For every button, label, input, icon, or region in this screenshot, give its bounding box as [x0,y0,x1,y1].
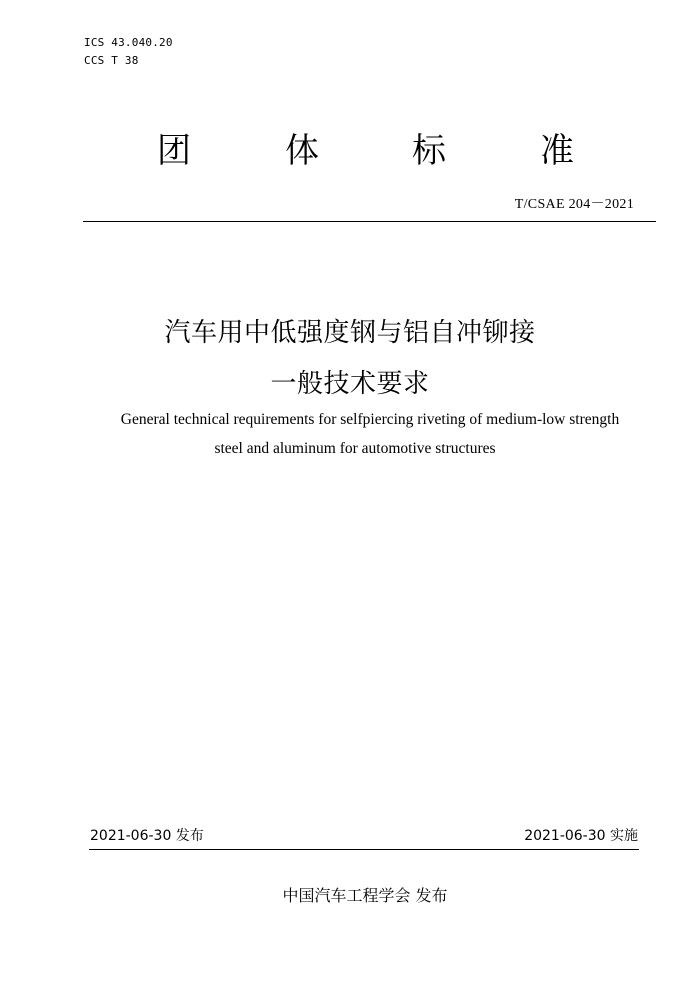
implementation-date: 2021-06-30 实施 [524,828,638,844]
issue-date: 2021-06-30 发布 [90,828,204,844]
standard-number: T/CSAE 204－2021 [514,197,634,212]
footer-divider [89,849,639,850]
header-divider [83,221,656,222]
english-title-line-2: steel and aluminum for automotive structures [214,440,496,457]
document-type-char: 团 [157,131,191,171]
publisher: 中国汽车工程学会 发布 [282,886,448,905]
document-type-title [0,126,700,176]
ics-code: ICS 43.040.20 [84,36,173,49]
chinese-title-line-1: 汽车用中低强度钢与铝自冲铆接 [164,318,536,348]
ccs-code: CCS T 38 [84,54,139,67]
document-type-char: 准 [540,131,574,171]
document-type-char: 体 [285,131,319,171]
chinese-title-line-2: 一般技术要求 [270,369,430,399]
english-title-line-1: General technical requirements for selfpiercing riveting of medium-low strength [120,411,620,428]
document-type-char: 标 [412,131,446,171]
